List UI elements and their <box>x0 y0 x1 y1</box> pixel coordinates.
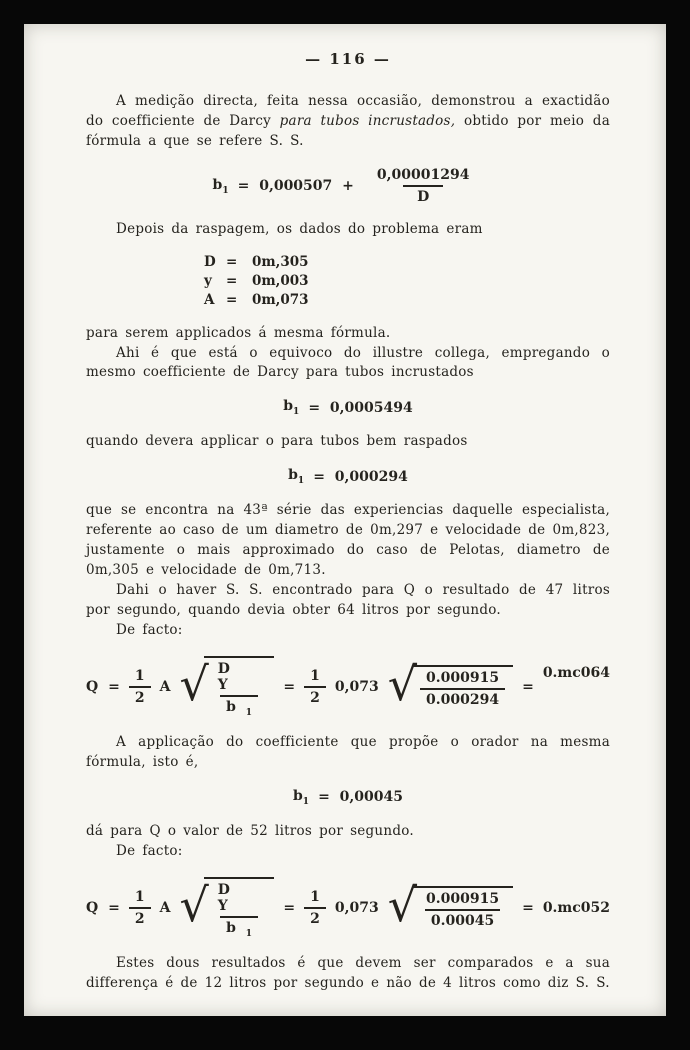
fraction-numerator: 1 <box>310 888 320 905</box>
formula-subscript: 1 <box>222 185 229 196</box>
formula-variable <box>213 177 229 196</box>
formula-term: Q = <box>86 678 120 695</box>
formula-variable: A <box>159 899 171 916</box>
radicand <box>204 656 275 718</box>
formula-q-calculation-2 <box>86 877 610 939</box>
fraction-numerator: 1 <box>134 667 145 684</box>
fraction-numerator: 0.000915 <box>426 670 500 687</box>
radicand <box>204 877 275 939</box>
fraction-numerator: D Y <box>217 660 234 693</box>
formula-term: b <box>293 788 303 805</box>
data-row <box>204 253 610 272</box>
fraction-denominator: 2 <box>129 686 151 706</box>
formula-term: 0,073 <box>334 899 379 916</box>
formula-term: b <box>212 176 223 193</box>
formula-result: 0.mc064 <box>542 664 610 681</box>
fraction-numerator: 1 <box>310 667 320 684</box>
paragraph: De facto: <box>116 621 183 638</box>
paragraph: De facto: <box>116 842 183 859</box>
formula-term: b <box>226 698 236 715</box>
fraction <box>304 889 326 927</box>
formula-subscript: 1 <box>245 928 253 939</box>
document-page <box>24 24 666 1016</box>
equals-sign: = <box>226 273 238 290</box>
fraction-numerator: 1 <box>134 888 145 905</box>
paragraph-text: A medição directa, feita nessa occasião, demonstrou a exactidão do coefficiente de Darcy <box>86 93 610 129</box>
formula-darcy-coefficient <box>86 167 610 205</box>
formula-variable <box>288 467 304 486</box>
radical-sign-icon: √ <box>179 878 209 933</box>
data-variable: A <box>204 292 215 309</box>
formula-variable: A <box>159 678 171 695</box>
fraction <box>363 167 484 205</box>
fraction-denominator: 0.000294 <box>420 688 505 708</box>
fraction-denominator: 2 <box>304 686 326 706</box>
fraction <box>304 668 326 706</box>
data-variable: D <box>204 254 216 271</box>
paragraph: que se encontra na 43ª série das experiencias daquelle especialista, referente ao caso de um diametro de 0m,297 e velocidade de 0m,823, justamente o mais approximado do caso de Pelotas, diametro de 0m,305 e velocidade de 0m,713. <box>86 502 610 578</box>
square-root <box>179 877 274 939</box>
radical-sign-icon: √ <box>179 657 209 712</box>
equals-sign: = <box>226 254 238 271</box>
data-row <box>204 291 610 310</box>
formula-term: = 0,000507 + <box>237 178 354 194</box>
paragraph-italic-text: para tubos incrustados, <box>279 112 456 129</box>
fraction-numerator: 0.000915 <box>426 891 500 908</box>
fraction-denominator: D <box>403 185 443 205</box>
formula-b1-raspados <box>86 467 610 486</box>
formula-b1-proposed <box>86 788 610 807</box>
data-value: 0m,073 <box>252 292 309 309</box>
equals-sign: = <box>283 678 296 695</box>
fraction <box>129 668 151 706</box>
page-number: — 116 — <box>305 50 391 68</box>
radicand <box>412 665 513 708</box>
formula-q-calculation-1 <box>86 656 610 718</box>
fraction-denominator <box>220 916 258 939</box>
data-value: 0m,003 <box>252 273 309 290</box>
paragraph-intro <box>86 92 610 152</box>
equals-sign: = <box>226 292 238 309</box>
fraction <box>212 882 267 939</box>
formula-subscript: 1 <box>302 796 310 807</box>
square-root <box>387 878 513 933</box>
fraction-denominator: 2 <box>304 907 326 927</box>
paragraph: Depois da raspagem, os dados do problema eram <box>116 221 483 238</box>
square-root <box>179 656 274 718</box>
formula-term: b <box>226 919 236 936</box>
data-variable: y <box>204 273 212 290</box>
formula-subscript: 1 <box>297 476 305 486</box>
formula-subscript: 1 <box>293 407 300 418</box>
formula-term: = 0,00045 <box>318 789 403 806</box>
paragraph: Estes dous resultados é que devem ser comparados e a sua differença é de 12 litros por segundo e não de 4 litros como diz S. S. <box>86 955 610 992</box>
paragraph: Ahi é que está o equivoco do illustre collega, empregando o mesmo coefficiente de Darcy para tubos incrustados <box>86 344 610 381</box>
fraction-numerator: D Y <box>217 881 234 914</box>
paragraph: dá para Q o valor de 52 litros por segundo. <box>86 822 414 839</box>
formula-b1-incrustados <box>86 398 610 417</box>
equals-sign: = <box>283 899 296 916</box>
paragraph-text: obtido por meio da fórmula a que se refere S. S. <box>86 112 610 149</box>
fraction-denominator: 2 <box>129 907 151 927</box>
data-value: 0m,305 <box>252 254 309 271</box>
fraction-denominator <box>220 695 258 718</box>
formula-term: 0,073 <box>334 678 379 695</box>
formula-term: b <box>288 467 298 484</box>
square-root <box>387 657 513 712</box>
radicand <box>412 886 513 929</box>
fraction <box>129 889 151 927</box>
fraction-numerator: 0,00001294 <box>376 166 470 183</box>
formula-variable <box>293 788 309 807</box>
fraction <box>420 891 505 929</box>
fraction <box>420 670 505 708</box>
paragraph: Dahi o haver S. S. encontrado para Q o resultado de 47 litros por segundo, quando devia obter 64 litros por segundo. <box>86 581 610 618</box>
radical-sign-icon: √ <box>387 657 418 712</box>
problem-data-list <box>204 253 610 310</box>
paragraph: quando devera applicar o para tubos bem raspados <box>86 433 468 450</box>
formula-result: 0.mc052 <box>542 899 610 916</box>
formula-subscript: 1 <box>245 707 253 718</box>
fraction <box>212 661 267 718</box>
paragraph: A applicação do coefficiente que propõe o orador na mesma fórmula, isto é, <box>86 734 610 771</box>
data-row <box>204 272 610 291</box>
paragraph: para serem applicados á mesma fórmula. <box>86 324 391 341</box>
formula-variable <box>283 398 299 417</box>
equals-sign: = <box>522 899 534 916</box>
radical-sign-icon: √ <box>387 878 418 933</box>
equals-sign: = <box>522 678 534 695</box>
formula-term: = 0,000294 <box>313 468 408 485</box>
formula-term: Q = <box>86 899 120 916</box>
formula-term: b <box>283 398 294 415</box>
fraction-denominator: 0.00045 <box>425 909 500 929</box>
formula-term: = 0,0005494 <box>308 399 413 416</box>
